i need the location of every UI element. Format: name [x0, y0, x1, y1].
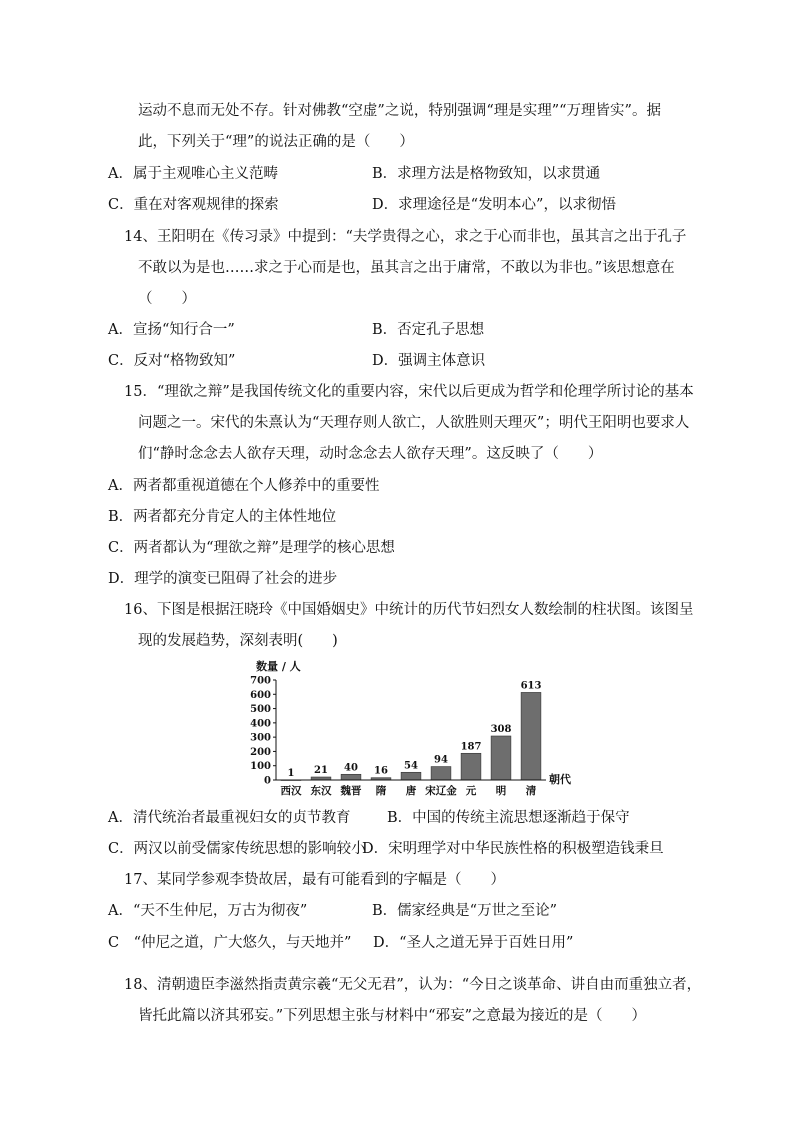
value-label: 40	[344, 762, 358, 774]
value-label: 613	[520, 680, 542, 692]
q14-option-c: C．反对“格物致知”	[108, 353, 236, 369]
q15-text-line2: 问题之一。宋代的朱熹认为“天理存则人欲亡，人欲胜则天理灭”；明代王阳明也要求人	[138, 415, 690, 431]
x-tick-label: 元	[465, 785, 477, 797]
q16-text-line2: 现的发展趋势，深刻表明( )	[138, 633, 338, 649]
q13-text-line1: 运动不息而无处不存。针对佛教“空虚”之说，特别强调“理是实理”“万理皆实”。据	[138, 103, 661, 119]
x-tick-label: 魏晋	[340, 785, 362, 797]
q18-text-line1: 18、清朝遗臣李滋然指责黄宗羲“无父无君”，认为：“今日之谈革命、讲自由而重独立者，	[124, 977, 702, 993]
x-tick-label: 西汉	[280, 785, 302, 797]
y-tick-label: 0	[264, 775, 271, 787]
value-label: 16	[374, 765, 388, 777]
q14-option-d: D．强调主体意识	[372, 353, 486, 369]
q13-option-d: D．求理途径是“发明本心”，以求彻悟	[372, 197, 616, 213]
value-label: 308	[490, 724, 512, 735]
q14-option-a: A．宣扬“知行合一”	[108, 322, 235, 338]
q13-text-line2: 此，下列关于“理”的说法正确的是（ ）	[138, 134, 414, 150]
q15-option-a: A．两者都重视道德在个人修养中的重要性	[108, 478, 380, 494]
q14-option-b: B．否定孔子思想	[372, 322, 485, 338]
y-tick-label: 100	[250, 761, 271, 773]
q15-text-line1: 15．“理欲之辩”是我国传统文化的重要内容，宋代以后更成为哲学和伦理学所讨论的基本	[124, 384, 694, 400]
bar-元	[461, 753, 481, 780]
q15-option-d: D．理学的演变已阻碍了社会的进步	[108, 571, 338, 587]
q14-text-line3: （ ）	[138, 291, 196, 307]
q13-option-b: B．求理方法是格物致知，以求贯通	[372, 166, 601, 182]
bar-宋辽金	[431, 767, 451, 780]
q16-option-c: C．两汉以前受儒家传统思想的影响较小	[108, 841, 366, 857]
bar-魏晋	[341, 774, 361, 780]
q16-text-line1: 16、下图是根据汪晓玲《中国婚姻史》中统计的历代节妇烈女人数绘制的柱状图。该图呈	[124, 602, 694, 618]
q17-option-d: D．“圣人之道无异于百姓日用”	[373, 935, 574, 951]
x-tick-labels	[281, 784, 537, 797]
q13-option-c: C．重在对客观规律的探索	[108, 197, 279, 213]
y-tick-label: 300	[250, 732, 271, 744]
y-tick-label: 600	[250, 689, 271, 701]
q14-text-line2: 不敢以为是也……求之于心而是也，虽其言之出于庸常，不敢以为非也。”该思想意在	[138, 260, 675, 276]
q16-bar-chart	[250, 656, 610, 802]
q16-option-d: D．宋明理学对中华民族性格的积极塑造钱秉旦	[362, 841, 664, 857]
q13-option-a: A．属于主观唯心主义范畴	[108, 166, 278, 182]
value-label: 187	[460, 741, 482, 753]
q14-text-line1: 14、王阳明在《传习录》中提到：“夫学贵得之心，求之于心而非也，虽其言之出于孔子	[124, 229, 687, 245]
q17-text-line1: 17、某同学参观李贽故居，最有可能看到的字幅是（ ）	[124, 872, 505, 888]
y-tick-label: 700	[250, 675, 271, 687]
q15-text-line3: 们“静时念念去人欲存天理，动时念念去人欲存天理”。这反映了（ ）	[138, 446, 603, 462]
y-tick-label: 400	[250, 718, 271, 730]
bar-唐	[401, 772, 421, 780]
y-tick-label: 500	[250, 704, 271, 716]
x-tick-label: 清	[525, 785, 537, 797]
value-label: 54	[404, 760, 418, 772]
bar-清	[521, 692, 541, 780]
x-tick-label: 唐	[405, 785, 417, 797]
bar-明	[491, 736, 511, 780]
x-axis-label: 朝代	[549, 773, 571, 786]
q18-text-line2: 皆托此篇以济其邪妄。”下列思想主张与材料中“邪妄”之意最为接近的是（ ）	[138, 1008, 646, 1024]
q15-option-c: C．两者都认为“理欲之辩”是理学的核心思想	[108, 540, 395, 556]
x-tick-label: 东汉	[310, 785, 332, 797]
q15-option-b: B．两者都充分肯定人的主体性地位	[108, 509, 337, 525]
y-tick-label: 200	[250, 746, 271, 758]
q16-option-a: A．清代统治者最重视妇女的贞节教育	[108, 810, 351, 826]
y-tick-labels	[250, 676, 276, 787]
value-label: 1	[287, 767, 295, 779]
value-label: 21	[314, 765, 328, 776]
q16-option-b: B．中国的传统主流思想逐渐趋于保守	[387, 810, 630, 826]
y-axis-label: 数量 / 人	[256, 660, 301, 673]
x-tick-label: 隋	[375, 785, 387, 797]
q17-option-b: B．儒家经典是“万世之至论”	[372, 903, 557, 919]
q17-option-a: A．“天不生仲尼，万古为彻夜”	[108, 903, 308, 919]
q17-option-c: C “仲尼之道，广大悠久，与天地并”	[108, 935, 352, 951]
x-tick-label: 宋辽金	[425, 785, 457, 797]
value-label: 94	[434, 754, 448, 766]
x-tick-label: 明	[495, 785, 507, 797]
